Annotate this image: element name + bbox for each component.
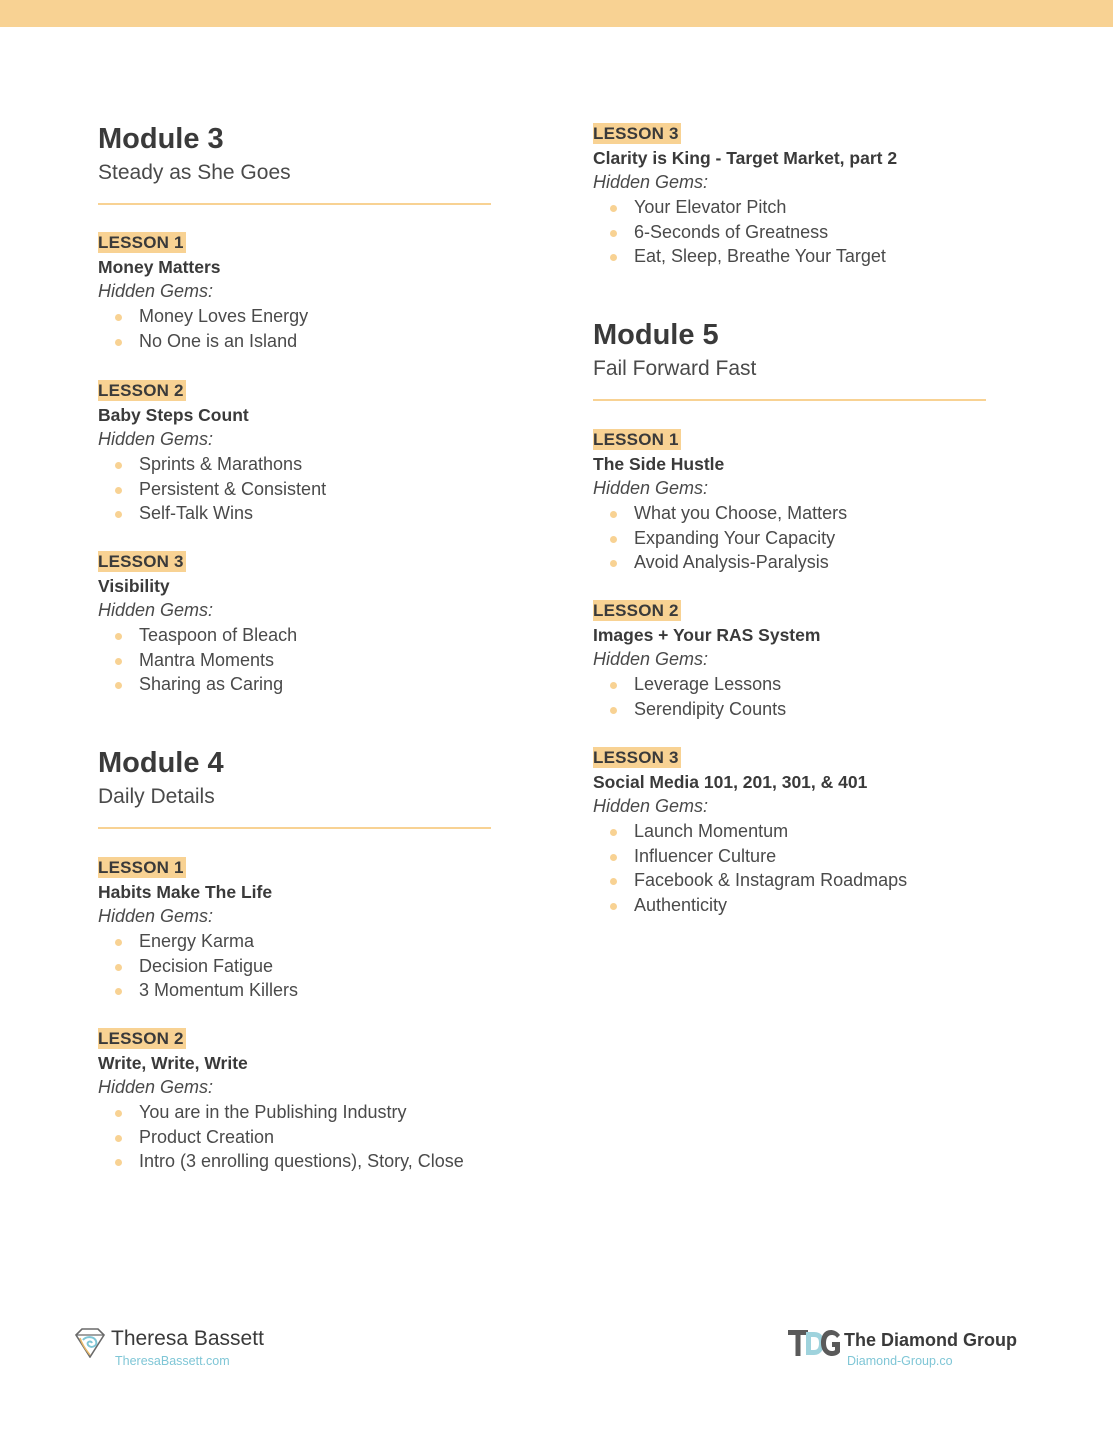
tdg-logo-icon — [788, 1328, 842, 1363]
brand-name: The Diamond Group — [844, 1330, 1017, 1350]
list-item: Eat, Sleep, Breathe Your Target — [593, 244, 1013, 269]
lesson-badge: LESSON 3 — [98, 552, 184, 571]
list-item: Your Elevator Pitch — [593, 195, 1013, 220]
lesson-block — [98, 551, 518, 697]
bullet-icon — [115, 633, 122, 640]
bullet-icon — [610, 903, 617, 910]
bullet-icon — [610, 230, 617, 237]
hidden-gems-label: Hidden Gems: — [98, 429, 214, 449]
brand-name: Theresa Bassett — [111, 1327, 264, 1350]
list-item: Sprints & Marathons — [98, 452, 518, 477]
lesson-title: Social Media 101, 201, 301, & 401 — [593, 772, 868, 792]
gems-list — [98, 452, 518, 526]
list-item: What you Choose, Matters — [593, 501, 1013, 526]
bullet-icon — [610, 854, 617, 861]
bullet-icon — [610, 682, 617, 689]
bullet-icon — [610, 254, 617, 261]
module-subtitle: Steady as She Goes — [98, 161, 291, 184]
bullet-icon — [115, 939, 122, 946]
bullet-icon — [115, 462, 122, 469]
module-subtitle: Daily Details — [98, 785, 215, 808]
list-item: Mantra Moments — [98, 648, 518, 673]
bullet-icon — [610, 829, 617, 836]
hidden-gems-label: Hidden Gems: — [98, 281, 214, 301]
lesson-block — [98, 857, 518, 1003]
lesson-badge: LESSON 1 — [98, 233, 184, 252]
lesson-title: Habits Make The Life — [98, 882, 273, 902]
list-item: Product Creation — [98, 1125, 518, 1150]
gems-list — [593, 195, 1013, 269]
lesson-badge: LESSON 1 — [98, 858, 184, 877]
lesson-title: Money Matters — [98, 257, 221, 277]
hidden-gems-label: Hidden Gems: — [593, 649, 709, 669]
module-3-header — [98, 122, 518, 205]
module-subtitle: Fail Forward Fast — [593, 357, 757, 380]
bullet-icon — [115, 314, 122, 321]
footer-brand-diamond-group — [788, 1326, 1048, 1372]
list-item: Decision Fatigue — [98, 954, 518, 979]
list-item: Persistent & Consistent — [98, 477, 518, 502]
gems-list — [593, 819, 1013, 917]
list-item: Serendipity Counts — [593, 697, 1013, 722]
bullet-icon — [610, 205, 617, 212]
list-item: Expanding Your Capacity — [593, 526, 1013, 551]
bullet-icon — [115, 339, 122, 346]
gems-list — [593, 672, 1013, 721]
bullet-icon — [610, 707, 617, 714]
hidden-gems-label: Hidden Gems: — [593, 796, 709, 816]
bullet-icon — [115, 511, 122, 518]
bullet-icon — [115, 1110, 122, 1117]
lesson-badge: LESSON 2 — [593, 601, 679, 620]
brand-url-link[interactable]: Diamond-Group.co — [847, 1354, 953, 1368]
bullet-icon — [610, 560, 617, 567]
bullet-icon — [115, 658, 122, 665]
module-divider — [593, 399, 986, 401]
top-accent-bar — [0, 0, 1113, 27]
list-item: Facebook & Instagram Roadmaps — [593, 868, 1013, 893]
list-item: Money Loves Energy — [98, 304, 518, 329]
lesson-block — [98, 232, 518, 353]
list-item: Self-Talk Wins — [98, 501, 518, 526]
list-item: Launch Momentum — [593, 819, 1013, 844]
bullet-icon — [115, 988, 122, 995]
hidden-gems-label: Hidden Gems: — [98, 906, 214, 926]
list-item: You are in the Publishing Industry — [98, 1100, 518, 1125]
lesson-block — [593, 123, 1013, 269]
list-item: No One is an Island — [98, 329, 518, 354]
lesson-block — [593, 429, 1013, 575]
gems-list — [98, 929, 518, 1003]
list-item: Sharing as Caring — [98, 672, 518, 697]
bullet-icon — [115, 682, 122, 689]
list-item: Teaspoon of Bleach — [98, 623, 518, 648]
lesson-badge: LESSON 3 — [593, 748, 679, 767]
gems-list — [98, 304, 518, 353]
module-title: Module 4 — [98, 747, 224, 779]
list-item: Energy Karma — [98, 929, 518, 954]
bullet-icon — [115, 1135, 122, 1142]
lesson-block — [98, 1028, 518, 1174]
lesson-badge: LESSON 1 — [593, 430, 679, 449]
list-item: Influencer Culture — [593, 844, 1013, 869]
bullet-icon — [610, 536, 617, 543]
module-divider — [98, 827, 491, 829]
hidden-gems-label: Hidden Gems: — [593, 478, 709, 498]
lesson-title: Images + Your RAS System — [593, 625, 821, 645]
hidden-gems-label: Hidden Gems: — [98, 600, 214, 620]
list-item: Intro (3 enrolling questions), Story, Close — [98, 1149, 518, 1174]
bullet-icon — [115, 1159, 122, 1166]
lesson-badge: LESSON 3 — [593, 124, 679, 143]
footer-brand-theresa — [74, 1326, 314, 1372]
hidden-gems-label: Hidden Gems: — [593, 172, 709, 192]
lesson-block — [593, 747, 1013, 917]
list-item: 6-Seconds of Greatness — [593, 220, 1013, 245]
lesson-block — [98, 380, 518, 526]
list-item: Authenticity — [593, 893, 1013, 918]
gems-list — [593, 501, 1013, 575]
bullet-icon — [115, 487, 122, 494]
lesson-title: The Side Hustle — [593, 454, 725, 474]
list-item: Leverage Lessons — [593, 672, 1013, 697]
lesson-title: Visibility — [98, 576, 170, 596]
lesson-badge: LESSON 2 — [98, 1029, 184, 1048]
module-4-header — [98, 746, 518, 829]
bullet-icon — [610, 511, 617, 518]
lesson-block — [593, 600, 1013, 721]
gems-list — [98, 623, 518, 697]
lesson-title: Clarity is King - Target Market, part 2 — [593, 148, 898, 168]
brand-url-link[interactable]: TheresaBassett.com — [115, 1354, 230, 1368]
module-divider — [98, 203, 491, 205]
gems-list — [98, 1100, 518, 1174]
hidden-gems-label: Hidden Gems: — [98, 1077, 214, 1097]
list-item: 3 Momentum Killers — [98, 978, 518, 1003]
bullet-icon — [610, 878, 617, 885]
module-title: Module 3 — [98, 123, 224, 155]
bullet-icon — [115, 964, 122, 971]
lesson-title: Baby Steps Count — [98, 405, 249, 425]
lesson-badge: LESSON 2 — [98, 381, 184, 400]
diamond-swirl-logo-icon — [74, 1328, 106, 1363]
module-title: Module 5 — [593, 319, 719, 351]
list-item: Avoid Analysis-Paralysis — [593, 550, 1013, 575]
module-5-header — [593, 318, 1013, 401]
lesson-title: Write, Write, Write — [98, 1053, 248, 1073]
